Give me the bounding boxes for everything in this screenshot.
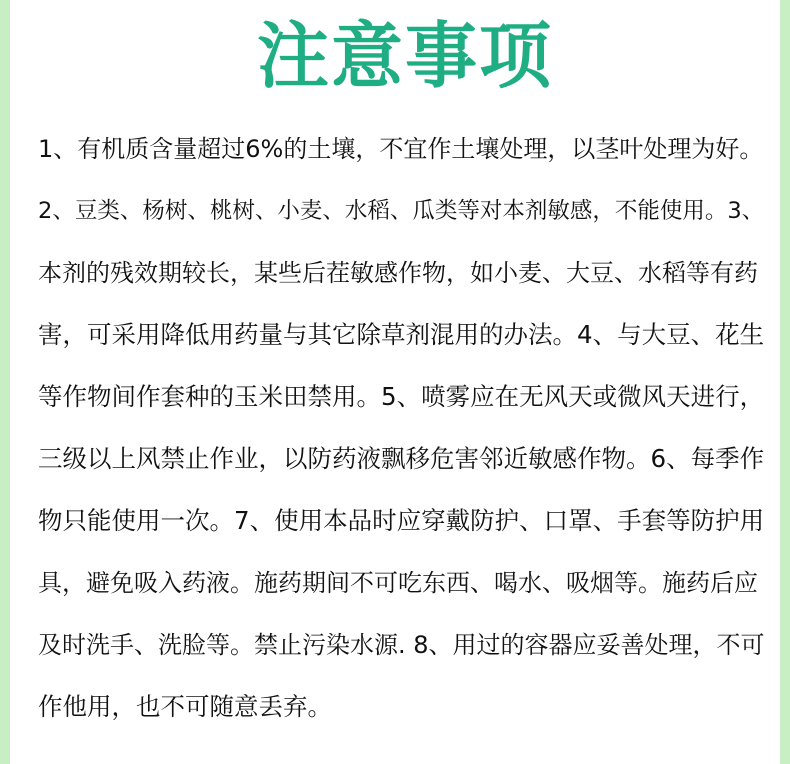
notice-line: 1、有机质含量超过6%的土壤，不宜作土壤处理，以茎叶处理为好。 xyxy=(38,135,764,163)
notice-line: 及时洗手、洗脸等。禁止污染水源. 8、用过的容器应妥善处理，不可 xyxy=(38,631,765,659)
page-title: 注意事项 xyxy=(256,14,553,98)
notice-line: 本剂的残效期较长，某些后茬敏感作物，如小麦、大豆、水稻等有药 xyxy=(38,259,758,287)
notice-line: 物只能使用一次。7、使用本品时应穿戴防护、口罩、手套等防护用 xyxy=(38,506,765,535)
notice-line: 害，可采用降低用药量与其它除草剂混用的办法。4、与大豆、花生 xyxy=(38,320,765,349)
notice-body xyxy=(38,118,772,738)
notice-line: 具，避免吸入药液。施药期间不可吃东西、喝水、吸烟等。施药后应 xyxy=(38,569,758,597)
notice-line: 2、豆类、杨树、桃树、小麦、水稻、瓜类等对本剂敏感，不能使用。3、 xyxy=(38,198,765,224)
notice-line: 等作物间作套种的玉米田禁用。5、喷雾应在无风天或微风天进行， xyxy=(38,382,765,411)
notice-line: 作他用，也不可随意丢弃。 xyxy=(38,692,332,721)
notice-line: 三级以上风禁止作业，以防药液飘移危害邻近敏感作物。6、每季作 xyxy=(38,444,765,473)
